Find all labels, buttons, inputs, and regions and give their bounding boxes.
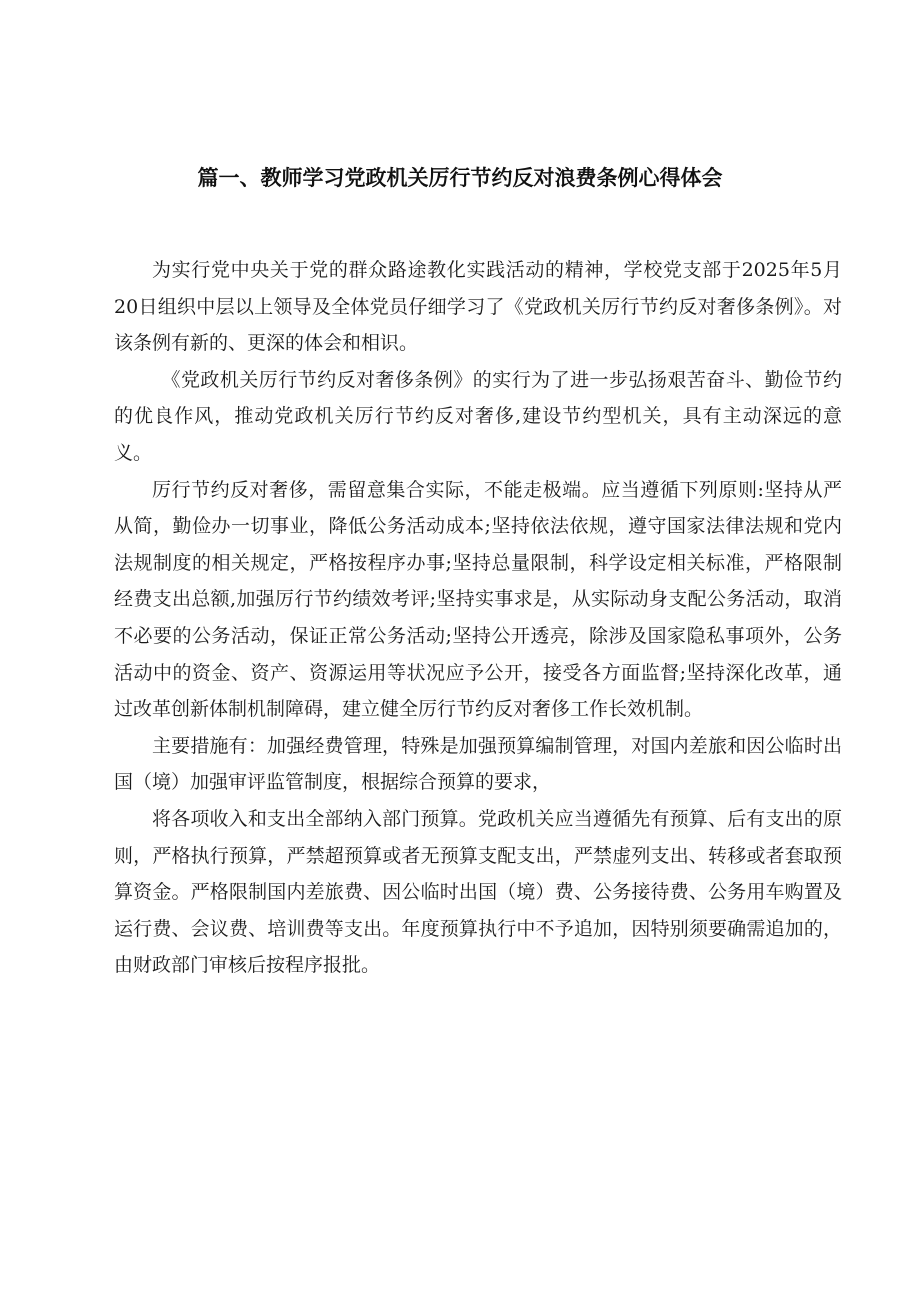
document-title: 篇一、教师学习党政机关厉行节约反对浪费条例心得体会 (197, 166, 723, 190)
paragraph-4: 主要措施有：加强经费管理，特殊是加强预算编制管理，对国内差旅和因公临时出国（境）加强审评监管制度，根据综合预算的要求， (114, 734, 842, 794)
paragraph-1: 为实行党中央关于党的群众路途教化实践活动的精神，学校党支部于2025年5月20日组织中层以上领导及全体党员仔细学习了《党政机关厉行节约反对奢侈条例》。对该条例有新的、更深的体会和相识。 (114, 259, 842, 355)
paragraph-3: 厉行节约反对奢侈，需留意集合实际，不能走极端。应当遵循下列原则:坚持从严从简，勤俭办一切事业，降低公务活动成本;坚持依法依规，遵守国家法律法规和党内法规制度的相关规定，严格按程序办事;坚持总量限制，科学设定相关标准，严格限制经费支出总额,加强厉行节约绩效考评;坚持实事求是，从实际动身支配公务活动，取消不必要的公务活动，保证正常公务活动;坚持公开透亮，除涉及国家隐私事项外，公务活动中的资金、资产、资源运用等状况应予公开，接受各方面监督;坚持深化改革，通过改革创新体制机制障碍，建立健全厉行节约反对奢侈工作长效机制。 (114, 478, 842, 721)
document-body (114, 252, 842, 984)
paragraph-5: 将各项收入和支出全部纳入部门预算。党政机关应当遵循先有预算、后有支出的原则，严格执行预算，严禁超预算或者无预算支配支出，严禁虚列支出、转移或者套取预算资金。严格限制国内差旅费、因公临时出国（境）费、公务接待费、公务用车购置及运行费、会议费、培训费等支出。年度预算执行中不予追加，因特别须要确需追加的，由财政部门审核后按程序报批。 (114, 807, 842, 977)
paragraph-2: 《党政机关厉行节约反对奢侈条例》的实行为了进一步弘扬艰苦奋斗、勤俭节约的优良作风，推动党政机关厉行节约反对奢侈,建设节约型机关，具有主动深远的意义。 (114, 368, 842, 464)
